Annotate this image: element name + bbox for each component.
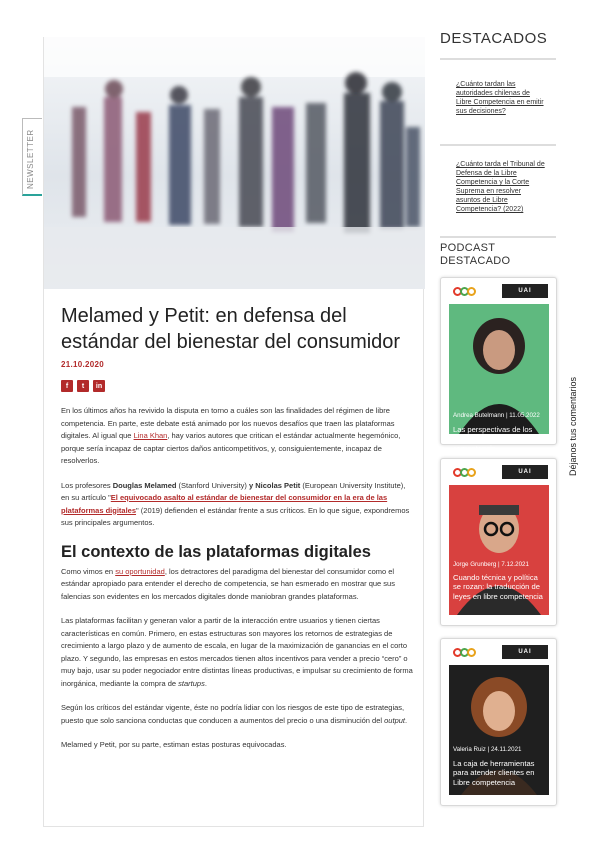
podcast-card[interactable] (440, 458, 557, 626)
paragraph: En los últimos años ha revivido la disputa en torno a cuáles son las finalidades del régimen de libre competencia. En parte, este debate está animado por los nuevos desafíos que traen las plataformas digitales. Al igual que Lina Khan, hay varios autores que critican el estándar actualmente hegemónico, porque sería incapaz de captar ciertos daños anticompetitivos, y, consiguientemente, incapaz de resolverlos. (61, 406, 401, 465)
divider (440, 58, 556, 60)
twitter-icon[interactable]: t (77, 380, 89, 392)
podcast-subtitle: Cuando técnica y política se rozan: la traducción de leyes en libre competencia (453, 573, 543, 601)
cco-logo-icon (453, 287, 476, 296)
card-header (441, 278, 556, 304)
uai-badge: UAI (502, 284, 548, 298)
podcast-meta: Jorge Grunberg | 7.12.2021 (453, 561, 529, 568)
card-header (441, 459, 556, 485)
destacado-link-1[interactable]: ¿Cuánto tardan las autoridades chilenas de Libre Competencia en emitir sus decisiones? (456, 81, 544, 115)
destacados-title: DESTACADOS (440, 30, 548, 47)
card-header (441, 639, 556, 665)
facebook-icon[interactable]: f (61, 380, 73, 392)
podcast-meta: Valeria Ruiz | 24.11.2021 (453, 746, 522, 753)
podcast-card[interactable] (440, 638, 557, 806)
cco-logo-icon (453, 648, 476, 657)
link-lina-khan[interactable]: Lina Khan (133, 431, 168, 440)
comment-tab[interactable]: Déjanos tus comentarios (568, 376, 578, 476)
link-su-oportunidad[interactable]: su oportunidad (115, 566, 165, 576)
article-column (43, 37, 424, 827)
paragraph: Los profesores Douglas Melamed (Stanford University) y Nicolas Petit (European University Institute), en su artículo "El equivocado asalto al estándar de bienestar del consumidor en la era de las plataformas digitales" (2019) defienden el estándar frente a sus críticos. En lo que sigue, expondremos sus principales argumentos. (61, 480, 410, 527)
podcast-subtitle: La caja de herramientas para atender clientes en Libre competencia (453, 759, 535, 787)
podcast-meta: Andrea Butelmann | 11.05.2022 (453, 412, 540, 419)
paragraph: Según los críticos del estándar vigente, éste no podría lidiar con los riesgos de este tipo de estrategias, puesto que solo sanciona conductas que conducen a aumentos del precio o una disminución del output. (61, 703, 408, 725)
cco-logo-icon (453, 468, 476, 477)
divider (440, 144, 556, 146)
article-body (61, 405, 413, 764)
hero-photo-crowd (44, 37, 425, 289)
social-share-bar (61, 380, 105, 392)
hero-image (44, 37, 425, 289)
destacado-link-2[interactable]: ¿Cuánto tarda el Tribunal de Defensa de la Libre Competencia y la Corte Suprema en resolver asuntos de Libre Competencia? (2022) (456, 161, 545, 213)
podcast-title: PODCAST DESTACADO (440, 242, 511, 267)
linkedin-icon[interactable]: in (93, 380, 105, 392)
paragraph: Melamed y Petit, por su parte, estiman estas posturas equivocadas. (61, 740, 287, 749)
uai-badge: UAI (502, 465, 548, 479)
sidebar (440, 30, 558, 787)
podcast-card[interactable] (440, 277, 557, 453)
uai-badge: UAI (502, 645, 548, 659)
link-article[interactable]: El equivocado asalto al estándar de bienestar del consumidor en la era de las plataformas digitales (61, 493, 388, 515)
newsletter-label: NEWSLETTER (26, 129, 35, 189)
podcast-subtitle: Las perspectivas de los economistas en libre competencia (453, 425, 533, 453)
article-date: 21.10.2020 (61, 360, 105, 369)
divider (440, 236, 556, 238)
section-heading: El contexto de las plataformas digitales (61, 542, 371, 561)
article-title: Melamed y Petit: en defensa del estándar del bienestar del consumidor (61, 305, 401, 353)
paragraph: Como vimos en su oportunidad, los detractores del paradigma del bienestar del consumidor como el estándar apropiado para entender el derecho de competencia, se han esmerado en mostrar que sus falencias son evidentes en los mercados digitales donde maniobran grandes plataformas. (61, 566, 395, 601)
paragraph: Las plataformas facilitan y generan valor a partir de la interacción entre usuarios y tienen ciertas características en común. Primero, en estas estructuras son mayores los retornos de estrategias de crecimiento a largo plazo y de aumento de escala, en lugar de la maximización de ganancias en el corto plazo. Y segundo, las empresas en estos mercados tienen altos incentivos para vender a precio “cero” o muy bajo, usar su poder negociador entre distintas líneas productivas, e impulsar su crecimiento de forma inorgánica, mediante la compra de startups. (61, 616, 413, 688)
newsletter-tab[interactable] (22, 118, 42, 196)
